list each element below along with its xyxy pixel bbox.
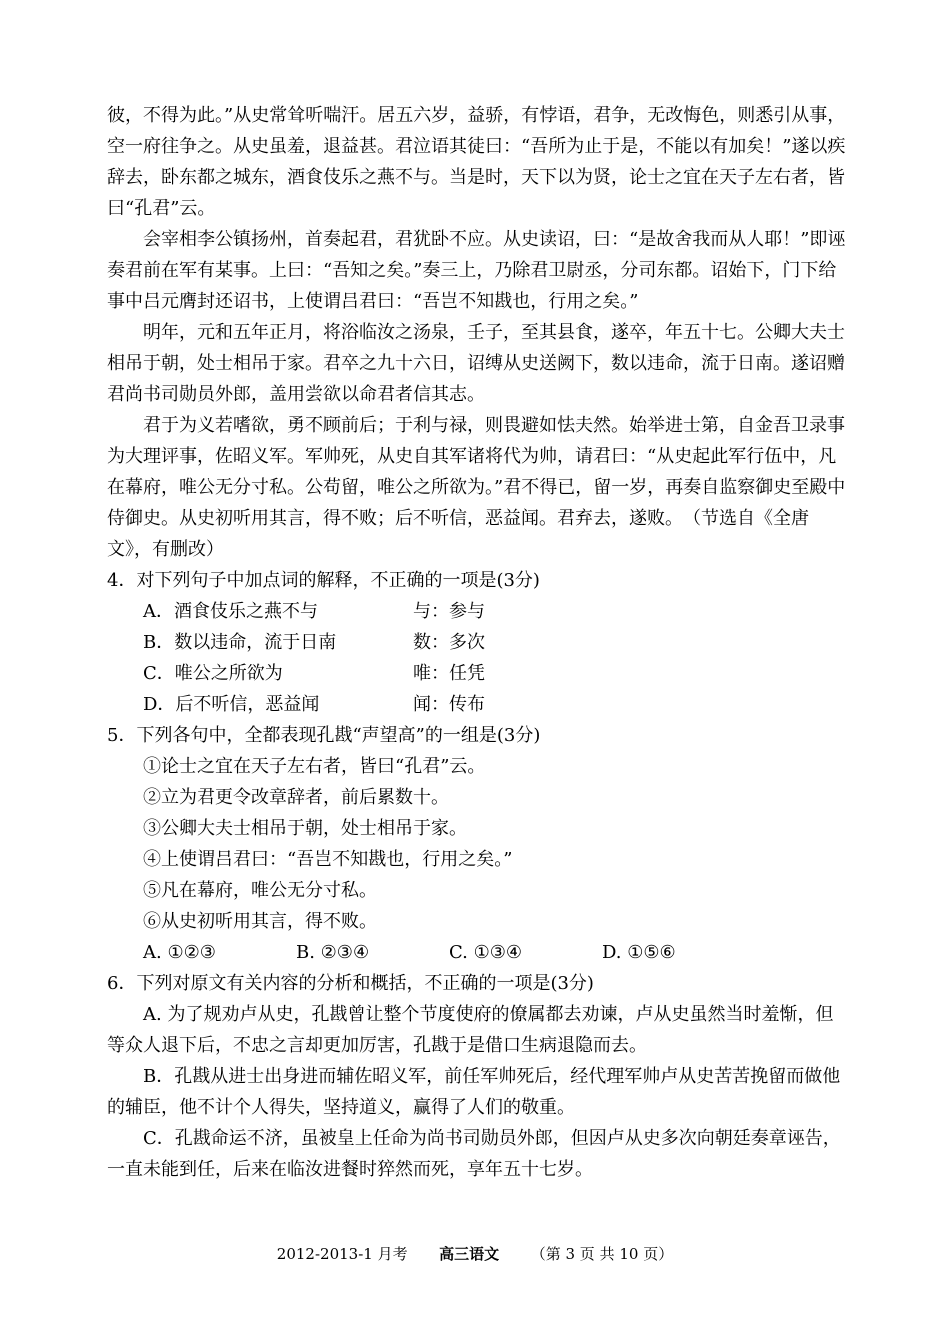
- option-text: A．酒食伎乐之燕不与: [143, 601, 318, 622]
- option-gloss: 数：多次: [413, 632, 485, 653]
- choice-d: D. ①⑤⑥: [602, 942, 676, 963]
- question-5-item-2: ②立为君更令改章辞者，前后累数十。: [143, 787, 449, 808]
- question-5-item-6: ⑥从史初听用其言，得不败。: [143, 911, 377, 932]
- question-5-item-3: ③公卿大夫士相吊于朝，处士相吊于家。: [143, 818, 467, 839]
- passage-paragraph-3: 明年，元和五年正月，将浴临汝之汤泉，壬子，至其县食，遂卒，年五十七。公卿大夫士相吊于朝，处士相吊于家。君卒之九十六日，诏缚从史送阙下，数以违命，流于日南。遂诏赠君尚书司勋员外郎，盖用尝欲以命君者信其志。: [107, 322, 845, 405]
- option-gloss: 闻：传布: [413, 694, 485, 715]
- question-6-option-c: C．孔戡命运不济，虽被皇上任命为尚书司勋员外郎，但因卢从史多次向朝廷奏章诬告，一直未能到任，后来在临汝进餐时猝然而死，享年五十七岁。: [107, 1128, 841, 1180]
- question-4-option-c: [107, 658, 847, 689]
- question-5-item-4: ④上使谓吕君曰：“吾岂不知戡也，行用之矣。”: [143, 849, 513, 870]
- question-4-stem: 4．对下列句子中加点词的解释，不正确的一项是(3分): [107, 570, 540, 591]
- option-gloss: 与：参与: [413, 601, 485, 622]
- page-number: （第 3 页 共 10 页）: [530, 1245, 674, 1263]
- choice-c: C. ①③④: [449, 942, 522, 963]
- page-content: [107, 100, 847, 1185]
- question-4-option-d: [107, 689, 847, 720]
- option-text: D．后不听信，恶益闻: [143, 694, 320, 715]
- option-text: C．唯公之所欲为: [143, 663, 283, 684]
- option-text: B．数以违命，流于日南: [143, 632, 337, 653]
- question-4-option-a: [107, 596, 847, 627]
- question-5-choices: [107, 937, 847, 968]
- question-5-item-1: ①论士之宜在天子左右者，皆曰“孔君”云。: [143, 756, 486, 777]
- question-6-option-b: B．孔戡从进士出身进而辅佐昭义军，前任军帅死后，经代理军帅卢从史苦苦挽留而做他的辅臣，他不计个人得失，坚持道义，赢得了人们的敬重。: [107, 1066, 841, 1118]
- question-5-item-5: ⑤凡在幕府，唯公无分寸私。: [143, 880, 377, 901]
- option-gloss: 唯：任凭: [413, 663, 485, 684]
- question-4-option-b: [107, 627, 847, 658]
- passage-paragraph-4: 君于为义若嗜欲，勇不顾前后；于利与禄，则畏避如怯夫然。始举进士第，自金吾卫录事为大理评事，佐昭义军。军帅死，从史自其军诸将代为帅，请君曰：“从史起此军行伍中，凡在幕府，唯公无分寸私。公苟留，唯公之所欲为。”君不得已，留一岁，再奏自监察御史至殿中侍御史。从史初听用其言，得不败；后不听信，恶益闻。君弃去，遂败。 （节选自《全唐文》，有删改）: [107, 415, 846, 560]
- subject-name: 高三语文: [439, 1245, 500, 1263]
- question-6-option-a: A. 为了规劝卢从史，孔戡曾让整个节度使府的僚属都去劝谏，卢从史虽然当时羞惭，但等众人退下后，不忠之言却更加厉害，孔戡于是借口生病退隐而去。: [107, 1004, 834, 1056]
- passage-paragraph-2: 会宰相李公镇扬州，首奏起君，君犹卧不应。从史读诏，曰：“是故舍我而从人耶！”即诬奏君前在军有某事。上曰：“吾知之矣。”奏三上，乃除君卫尉丞，分司东都。诏始下，门下给事中吕元膺封还诏书，上使谓吕君曰：“吾岂不知戡也，行用之矣。”: [107, 229, 846, 312]
- question-5-stem: 5．下列各句中，全都表现孔戡“声望高”的一组是(3分): [107, 725, 541, 746]
- choice-b: B. ②③④: [296, 942, 370, 963]
- exam-name: 2012-2013-1 月考: [276, 1245, 408, 1263]
- question-6-stem: 6．下列对原文有关内容的分析和概括，不正确的一项是(3分): [107, 973, 594, 994]
- passage-paragraph-1: 彼，不得为此。”从史常耸听喘汗。居五六岁，益骄，有悖语，君争，无改悔色，则悉引从事，空一府往争之。从史虽羞，退益甚。君泣语其徒曰：“吾所为止于是，不能以有加矣！”遂以疾辞去，卧东都之城东，酒食伎乐之燕不与。当是时，天下以为贤，论士之宜在天子左右者，皆曰“孔君”云。: [107, 105, 846, 219]
- choice-a: A. ①②③: [143, 942, 216, 963]
- page-footer: [0, 1243, 950, 1264]
